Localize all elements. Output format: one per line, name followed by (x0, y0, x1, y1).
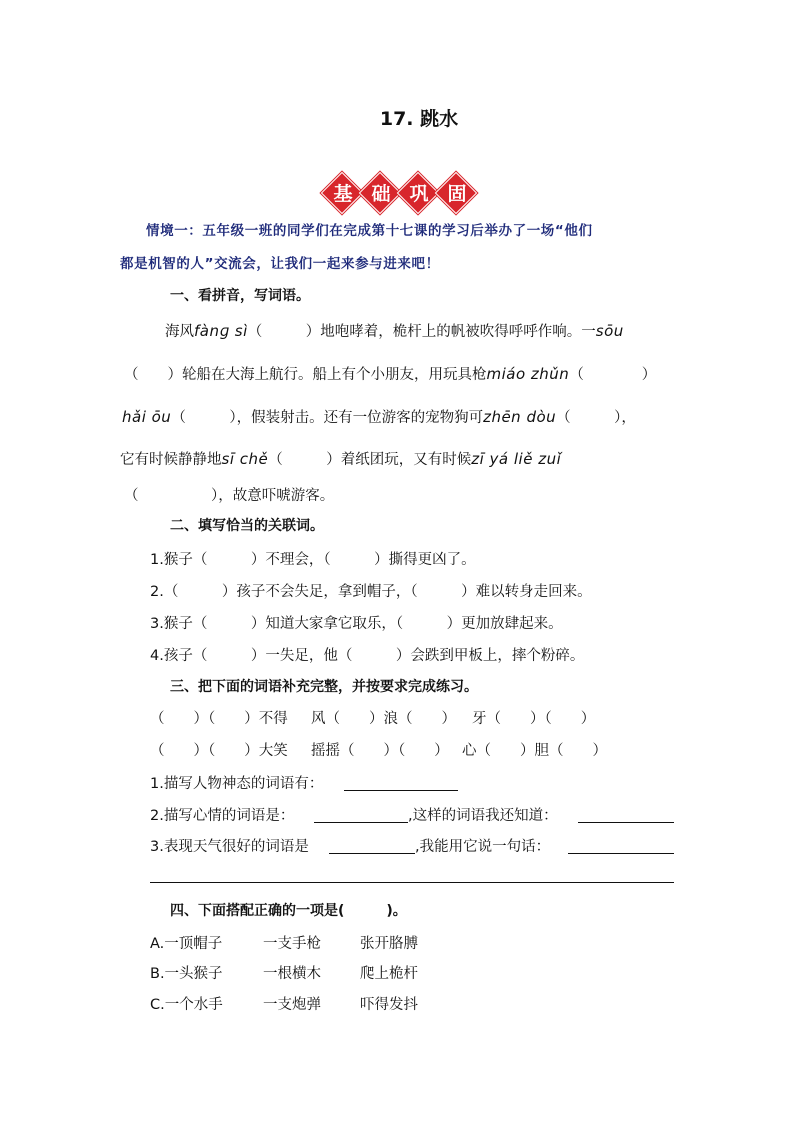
section2-item: 1.猴子（ ）不理会，（ ）撕得更凶了。 (150, 552, 476, 568)
question-3-3b: ,我能用它说一句话： (415, 839, 551, 855)
option-c: 一支炮弹 (263, 997, 321, 1013)
idiom-blank: 风（ ）浪（ ） (311, 711, 456, 727)
pinyin: zī yá liě zuǐ (471, 450, 562, 468)
banner-char: 固 (447, 183, 467, 205)
idiom-blank: 摇摇（ ）（ ） (311, 743, 449, 759)
page-title: 17. 跳水 (379, 108, 459, 130)
option-a: 一支手枪 (263, 936, 321, 952)
section1-heading: 一、看拼音，写词语。 (170, 288, 310, 304)
text: （ ）着纸团玩，又有时候 (268, 452, 472, 468)
question-3-3a: 3.表现天气很好的词语是 (150, 839, 309, 855)
section1-line2 (124, 363, 656, 384)
banner-badge (325, 176, 361, 212)
scene-intro-line1: 情境一：五年级一班的同学们在完成第十七课的学习后举办了一场“他们 (146, 223, 593, 239)
section1-line5: （ ），故意吓唬游客。 (124, 488, 335, 504)
section2-item: 4.孩子（ ）一失足，他（ ）会跌到甲板上，摔个粉碎。 (150, 648, 585, 664)
text: （ ）， (556, 410, 636, 426)
scene-intro-line2: 都是机智的人”交流会，让我们一起来参与进来吧！ (120, 256, 440, 272)
text: 海风 (165, 324, 194, 340)
idiom-blank: （ ）（ ）大笑 (150, 743, 288, 759)
banner-char: 基 (333, 183, 353, 205)
section2-heading: 二、填写恰当的关联词。 (170, 518, 324, 534)
section2-item: 2.（ ）孩子不会失足，拿到帽子，（ ）难以转身走回来。 (150, 584, 592, 600)
banner-badge (401, 176, 437, 212)
answer-line[interactable] (578, 822, 674, 823)
idiom-blank: 心（ ）胆（ ） (462, 743, 607, 759)
section3-heading: 三、把下面的词语补充完整，并按要求完成练习。 (170, 679, 478, 695)
text: （ ）地咆哮着，桅杆上的帆被吹得呼呼作响。一 (247, 324, 596, 340)
text: （ ）轮船在大海上航行。船上有个小朋友，用玩具枪 (124, 367, 487, 383)
banner-char: 巩 (409, 183, 429, 205)
text: （ ），假装射击。还有一位游客的宠物狗可 (171, 410, 484, 426)
idiom-blank: 牙（ ）（ ） (472, 711, 596, 727)
section1-line3 (122, 406, 636, 427)
option-a: A.一顶帽子 (150, 936, 223, 952)
banner-badge (363, 176, 399, 212)
question-3-2b: ,这样的词语我还知道： (408, 808, 558, 824)
banner-badge (439, 176, 475, 212)
option-b: B.一头猴子 (150, 966, 223, 982)
pinyin: hǎi ōu (122, 408, 172, 426)
pinyin: sōu (595, 322, 624, 340)
section1-line4 (120, 448, 561, 469)
answer-line[interactable] (150, 882, 674, 883)
option-c: 吓得发抖 (360, 997, 418, 1013)
question-3-1: 1.描写人物神态的词语有： (150, 776, 324, 792)
pinyin: zhēn dòu (483, 408, 557, 426)
section2-item: 3.猴子（ ）知道大家拿它取乐，（ ）更加放肆起来。 (150, 616, 563, 632)
option-a: 张开胳膊 (360, 936, 418, 952)
pinyin: fànɡ sì (194, 322, 248, 340)
answer-line[interactable] (314, 822, 408, 823)
section4-heading: 四、下面搭配正确的一项是( )。 (170, 903, 407, 919)
option-c: C.一个水手 (150, 997, 223, 1013)
answer-line[interactable] (568, 853, 674, 854)
section1-line1 (165, 320, 624, 341)
idiom-blank: （ ）（ ）不得 (150, 711, 288, 727)
option-b: 爬上桅杆 (360, 966, 418, 982)
text: （ ） (569, 367, 657, 383)
answer-line[interactable] (344, 790, 458, 791)
banner-char: 础 (371, 183, 391, 205)
pinyin: sī chě (221, 450, 269, 468)
pinyin: miáo zhǔn (486, 365, 570, 383)
answer-line[interactable] (329, 853, 415, 854)
question-3-2a: 2.描写心情的词语是： (150, 808, 295, 824)
text: 它有时候静静地 (120, 452, 222, 468)
option-b: 一根横木 (263, 966, 321, 982)
section-banner (325, 176, 475, 212)
